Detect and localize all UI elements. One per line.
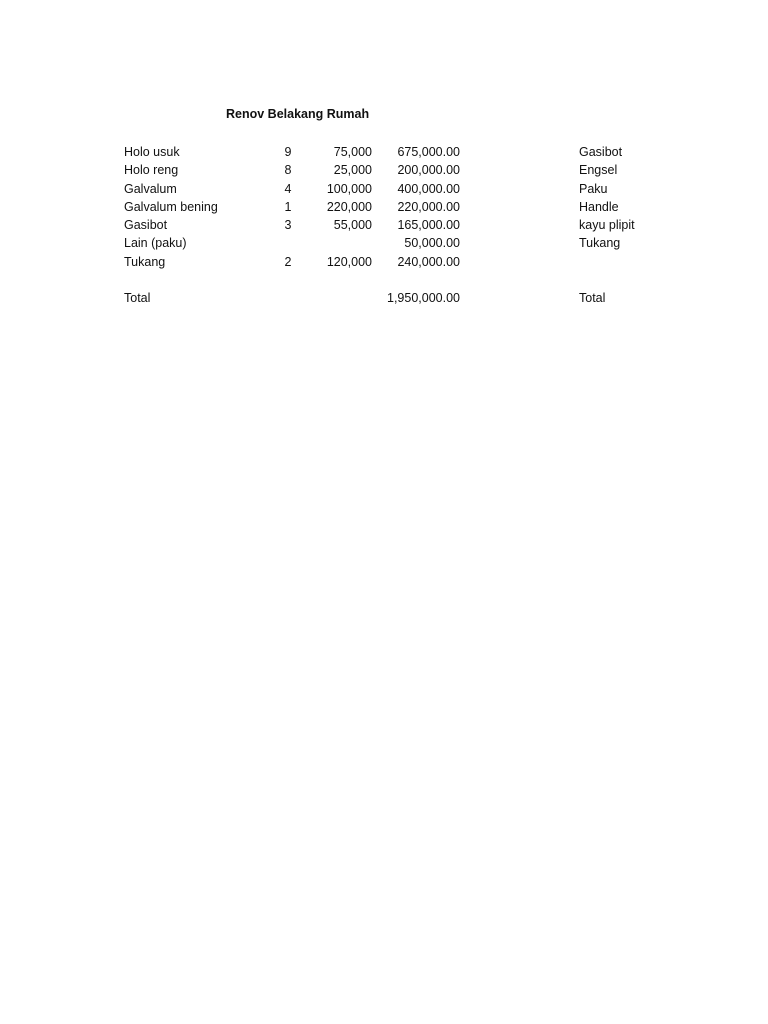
item-price: 75,000 — [333, 145, 372, 159]
item-name: Lain (paku) — [124, 236, 187, 250]
item-subtotal: 240,000.00 — [397, 255, 460, 269]
item-subtotal: 50,000.00 — [404, 236, 460, 250]
item-name: Holo usuk — [124, 145, 180, 159]
item-price: 120,000 — [326, 255, 372, 269]
item-name: Holo reng — [124, 163, 179, 177]
right-list-item: Gasibot — [579, 145, 623, 159]
item-qty: 4 — [284, 182, 292, 196]
right-list-item: Tukang — [579, 236, 621, 250]
item-qty: 9 — [284, 145, 292, 159]
table-row — [0, 198, 768, 216]
item-qty: 2 — [284, 255, 292, 269]
item-subtotal: 220,000.00 — [397, 200, 460, 214]
item-qty: 1 — [284, 200, 292, 214]
item-subtotal: 675,000.00 — [397, 145, 460, 159]
item-name: Gasibot — [124, 218, 168, 232]
total-row — [0, 289, 768, 307]
item-name: Tukang — [124, 255, 166, 269]
item-price: 100,000 — [326, 182, 372, 196]
right-list-item: kayu plipit — [579, 218, 635, 232]
total-label: Total — [124, 291, 151, 305]
table-row — [0, 143, 768, 161]
item-price: 55,000 — [333, 218, 372, 232]
table-row — [0, 161, 768, 179]
item-name: Galvalum bening — [124, 200, 218, 214]
item-name: Galvalum — [124, 182, 177, 196]
right-list-item: Engsel — [579, 163, 618, 177]
table-row — [0, 253, 768, 271]
right-total-label: Total — [579, 291, 606, 305]
right-list-item: Handle — [579, 200, 619, 214]
table-row — [0, 180, 768, 198]
item-subtotal: 165,000.00 — [397, 218, 460, 232]
item-subtotal: 400,000.00 — [397, 182, 460, 196]
item-price: 25,000 — [333, 163, 372, 177]
table-row — [0, 234, 768, 252]
table-row — [0, 216, 768, 234]
item-qty: 3 — [284, 218, 292, 232]
right-list-item: Paku — [579, 182, 608, 196]
item-price: 220,000 — [326, 200, 372, 214]
document-title: Renov Belakang Rumah — [226, 107, 370, 121]
total-value: 1,950,000.00 — [387, 291, 460, 305]
item-qty: 8 — [284, 163, 292, 177]
item-subtotal: 200,000.00 — [397, 163, 460, 177]
